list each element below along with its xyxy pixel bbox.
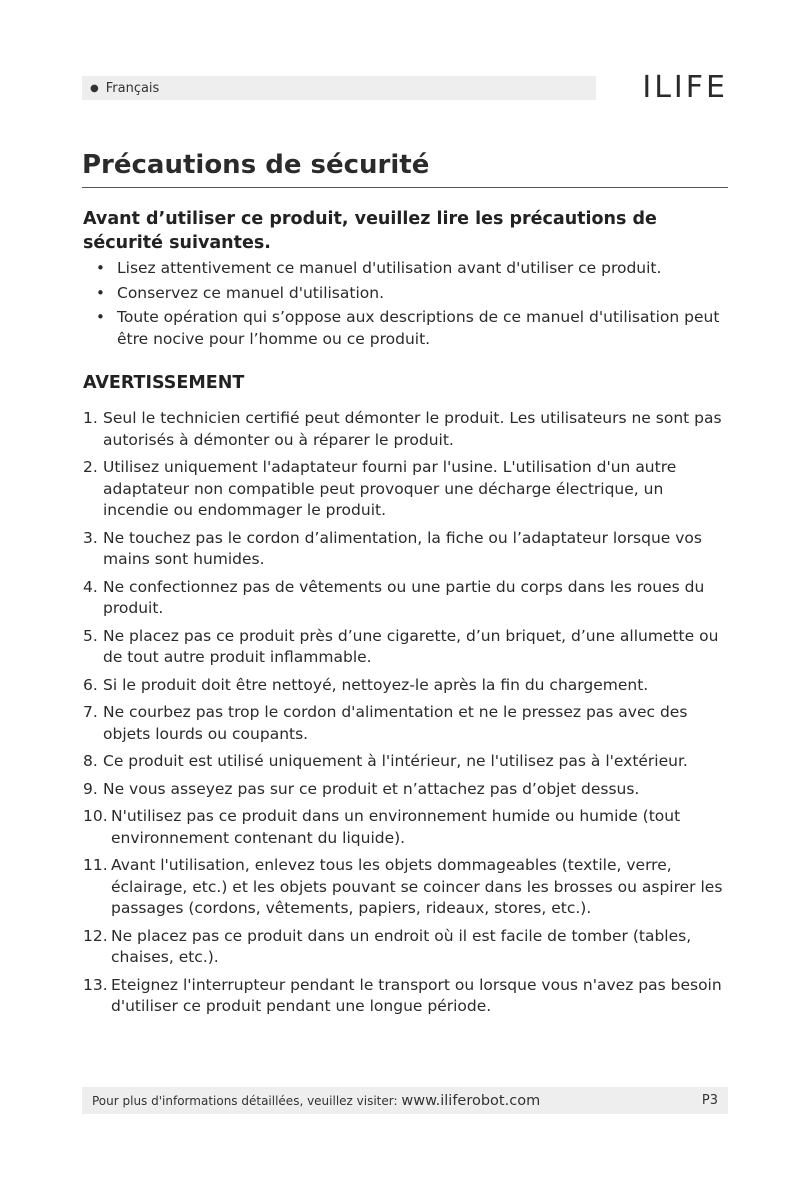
- warning-item: [83, 702, 733, 745]
- warning-text: Eteignez l'interrupteur pendant le transport ou lorsque vous n'avez pas besoin d'utiliser ce produit pendant une longue période.: [111, 975, 722, 1015]
- warning-number: 6.: [83, 675, 98, 694]
- page-number: P3: [701, 1093, 718, 1108]
- warning-item: [83, 926, 733, 969]
- warning-item: [83, 457, 733, 522]
- website-link[interactable]: www.iliferobot.com: [401, 1092, 541, 1109]
- warning-text: Ne placez pas ce produit près d’une cigarette, d’un briquet, d’une allumette ou de tout autre produit inflammable.: [103, 626, 719, 666]
- warning-text: N'utilisez pas ce produit dans un environnement humide ou humide (tout environnement contenant du liquide).: [111, 807, 681, 847]
- language-label: Français: [105, 80, 160, 96]
- footer-info-text: Pour plus d'informations détaillées, veuillez visiter:: [92, 1093, 398, 1108]
- warning-number: 7.: [83, 703, 98, 721]
- warning-text: Ne confectionnez pas de vêtements ou une partie du corps dans les roues du produit.: [103, 577, 705, 617]
- language-bar: [82, 76, 596, 100]
- warning-item: [83, 806, 733, 849]
- warning-text: Avant l'utilisation, enlevez tous les objets dommageables (textile, verre, éclairage, etc.) et les objets pouvant se coincer dans les brosses ou aspirer les passages (cordons, vêtements, papiers, rideaux, stores, etc.).: [111, 856, 723, 917]
- page-title: Précautions de sécurité: [82, 150, 430, 180]
- warning-number: 3.: [83, 528, 98, 547]
- intro-text: Avant d’utiliser ce produit, veuillez lire les précautions de sécurité suivantes.: [83, 209, 657, 253]
- warning-number: 9.: [83, 779, 98, 798]
- ilife-logo: ILIFE: [642, 70, 728, 105]
- warning-item: [83, 975, 733, 1018]
- warning-text: Ne vous asseyez pas sur ce produit et n’attachez pas d’objet dessus.: [103, 779, 640, 798]
- warning-number: 1.: [83, 409, 98, 427]
- warning-text: Si le produit doit être nettoyé, nettoyez-le après la fin du chargement.: [103, 675, 649, 694]
- warning-number: 5.: [83, 626, 98, 645]
- warning-text: Utilisez uniquement l'adaptateur fourni par l'usine. L'utilisation d'un autre adaptateur non compatible peut provoquer une décharge électrique, un incendie ou endommager le produit.: [103, 458, 677, 519]
- warning-text: Ne placez pas ce produit dans un endroit où il est facile de tomber (tables, chaises, etc.).: [111, 926, 692, 966]
- warning-item: [83, 779, 733, 801]
- precaution-item: • Toute opération qui s’oppose aux descriptions de ce manuel d'utilisation peut être nocive pour l’homme ou ce produit.: [96, 307, 736, 350]
- warning-number: 2.: [83, 458, 98, 476]
- footer-bar: [82, 1087, 728, 1114]
- warning-item: [83, 528, 733, 571]
- warning-text: Seul le technicien certifié peut démonter le produit. Les utilisateurs ne sont pas autorisés à démonter ou à réparer le produit.: [103, 409, 722, 449]
- warning-item: [83, 408, 733, 451]
- warning-number: 13.: [83, 975, 108, 994]
- warning-item: [83, 626, 733, 669]
- precaution-list: [96, 258, 736, 353]
- warning-item: [83, 675, 733, 697]
- warning-number: 11.: [83, 856, 108, 874]
- warning-text: Ne touchez pas le cordon d’alimentation, la fiche ou l’adaptateur lorsque vos mains sont humides.: [103, 528, 702, 568]
- warning-item: [83, 855, 733, 920]
- warning-number: 8.: [83, 752, 98, 770]
- warning-number: 4.: [83, 577, 98, 596]
- warning-number: 12.: [83, 926, 108, 945]
- footer-info: [92, 1093, 540, 1109]
- warning-number: 10.: [83, 807, 108, 825]
- warning-title: AVERTISSEMENT: [83, 373, 245, 393]
- warning-item: [83, 751, 733, 773]
- precaution-item: • Lisez attentivement ce manuel d'utilisation avant d'utiliser ce produit.: [96, 258, 736, 280]
- warning-item: [83, 577, 733, 620]
- warning-text: Ce produit est utilisé uniquement à l'intérieur, ne l'utilisez pas à l'extérieur.: [103, 752, 688, 770]
- title-divider: [82, 187, 728, 188]
- warning-text: Ne courbez pas trop le cordon d'alimentation et ne le pressez pas avec des objets lourds ou coupants.: [103, 703, 688, 743]
- warning-list: [83, 408, 733, 1024]
- precaution-item: • Conservez ce manuel d'utilisation.: [96, 283, 736, 305]
- bullet-dot-icon: ●: [90, 82, 99, 94]
